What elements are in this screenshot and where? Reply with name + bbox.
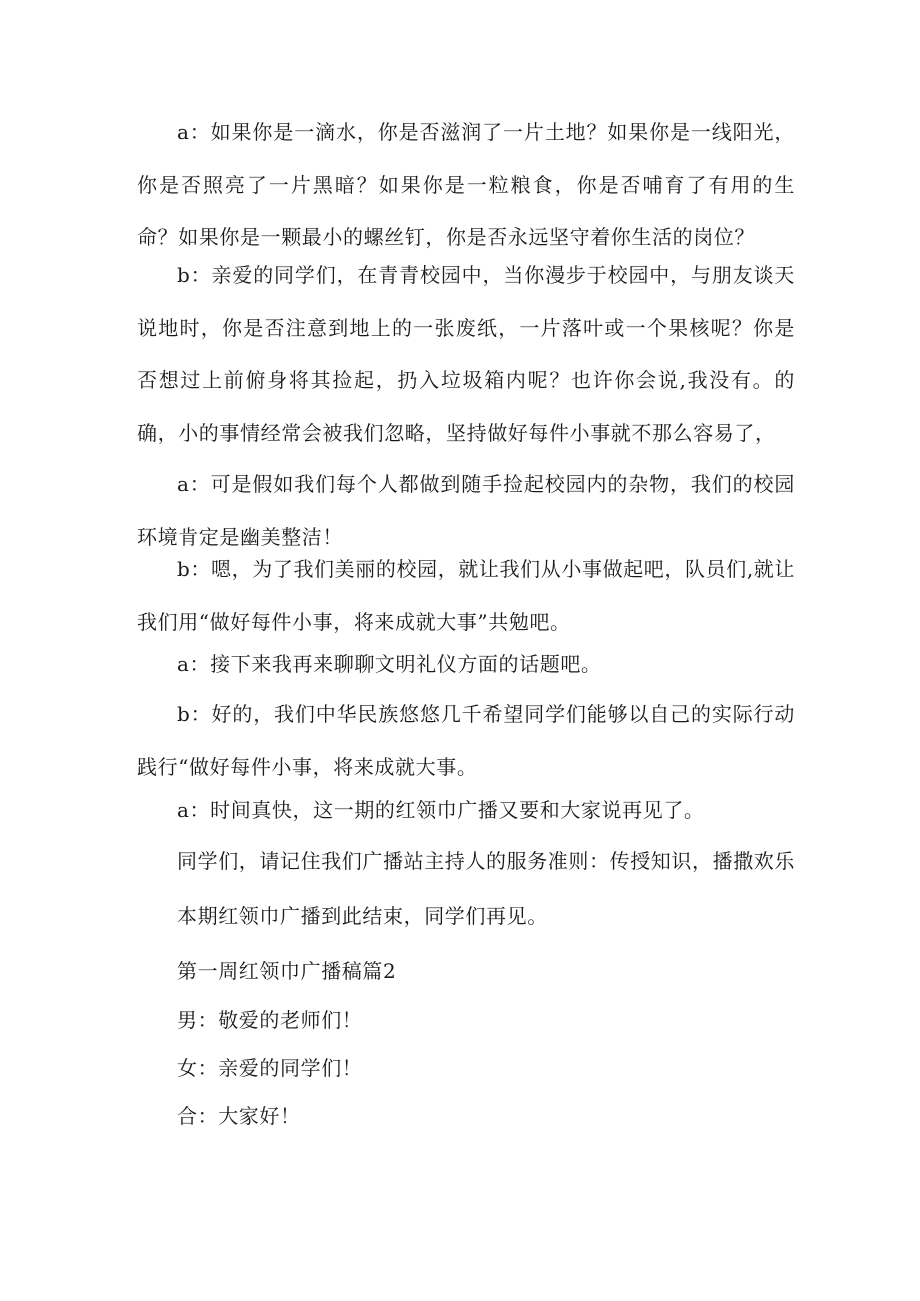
paragraph-5: a：接下来我再来聊聊文明礼仪方面的话题吧。 (177, 652, 602, 676)
line-female: 女：亲爱的同学们！ (177, 1056, 363, 1080)
section-heading: 第一周红领巾广播稿篇2 (177, 959, 397, 983)
paragraph-1: a：如果你是一滴水，你是否滋润了一片土地？如果你是一线阳光，你是否照亮了一片黑暗？如果你是一粒粮食，你是否哺育了有用的生命？如果你是一颗最小的螺丝钉，你是否永远坚守着你生活的岗位？ (137, 120, 795, 249)
paragraph-3: a：可是假如我们每个人都做到随手捡起校园内的杂物，我们的校园环境肯定是幽美整洁！ (137, 472, 795, 549)
line-closing: 本期红领巾广播到此结束，同学们再见。 (177, 904, 548, 928)
line-male: 男：敬爱的老师们！ (177, 1008, 363, 1032)
line-together: 合：大家好！ (177, 1104, 301, 1128)
paragraph-6: b：好的，我们中华民族悠悠几千希望同学们能够以自己的实际行动践行“做好每件小事，将来成就大事。 (137, 702, 795, 779)
paragraph-2: b：亲爱的同学们，在青青校园中，当你漫步于校园中，与朋友谈天说地时，你是否注意到地上的一张废纸，一片落叶或一个果核呢？你是否想过上前俯身将其捡起，扔入垃圾箱内呢？也许你会说,我没有。的确，小的事情经常会被我们忽略，坚持做好每件小事就不那么容易了， (137, 263, 795, 445)
paragraph-4: b：嗯，为了我们美丽的校园，就让我们从小事做起吧，队员们,就让我们用“做好每件小事，将来成就大事”共勉吧。 (137, 557, 795, 634)
line-service-motto: 同学们，请记住我们广播站主持人的服务准则：传授知识，播撒欢乐 (177, 849, 795, 873)
paragraph-7: a：时间真快，这一期的红领巾广播又要和大家说再见了。 (177, 798, 705, 822)
